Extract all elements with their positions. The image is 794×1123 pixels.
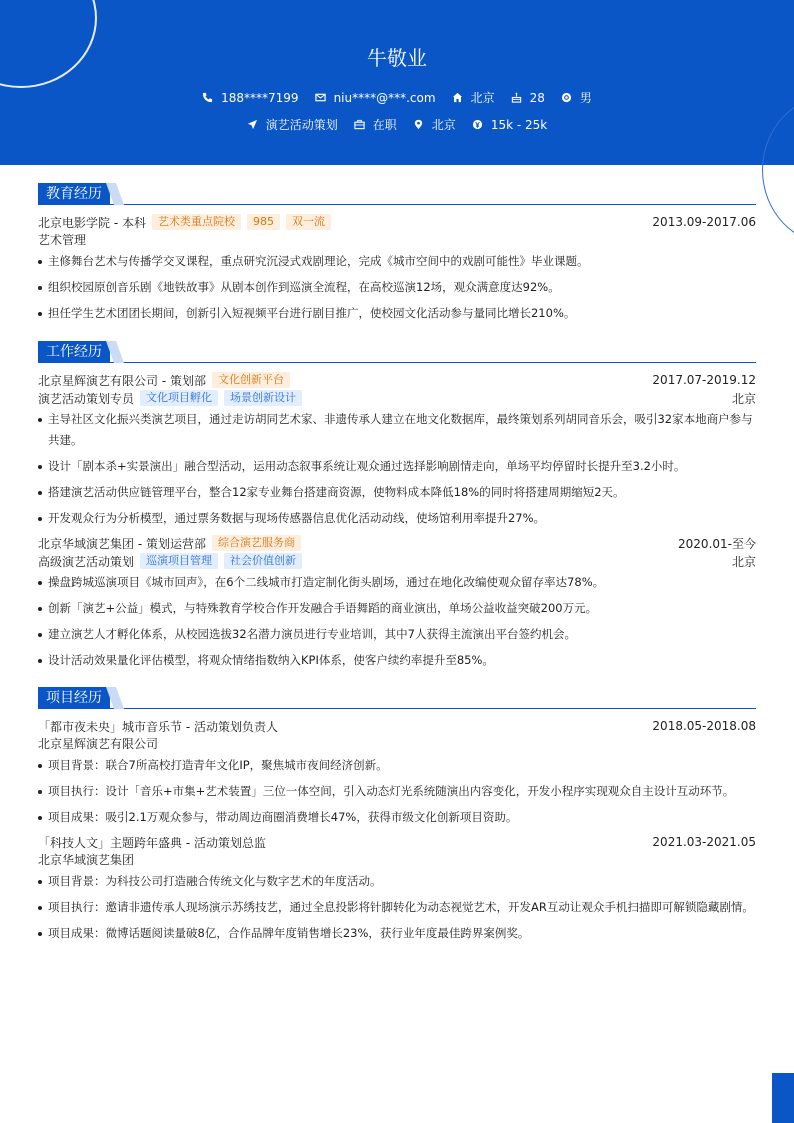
contact-row [0,89,794,106]
project-org: 北京华域演艺集团 [38,853,135,867]
bullet-list [38,572,756,671]
projects-section [38,687,756,949]
date-range: 2021.03-2021.05 [652,835,756,849]
section-title: 项目经历 [38,687,110,709]
bullet-list [38,409,756,529]
school-tag: 艺术类重点院校 [152,214,241,230]
project-entry [38,717,756,828]
bullet-item: 操盘跨城巡演项目《城市回声》，在6个二线城市打造定制化街头剧场，通过在地化改编使观众留存率达78%。 [38,572,756,593]
date-range: 2017.07-2019.12 [652,373,756,387]
company-tag: 综合演艺服务商 [212,535,301,551]
employment-status-info: 在职 [354,116,397,133]
project-name: 「都市夜未央」城市音乐节 - 活动策划负责人 [38,719,278,734]
education-entry [38,213,756,324]
bullet-item: 主导社区文化振兴类演艺项目，通过走访胡同艺术家、非遗传承人建立在地文化数据库，最终策划系列胡同音乐会，吸引32家本地商户参与共建。 [38,409,756,451]
role-tag: 巡演项目管理 [140,553,218,569]
section-header [38,341,756,363]
project-entry [38,833,756,944]
company-name: 北京星辉演艺有限公司 - 策划部 [38,373,206,388]
bullet-item: 项目成果：吸引2.1万观众参与，带动周边商圈消费增长47%，获得市级文化创新项目资助。 [38,807,756,828]
work-entry [38,371,756,529]
mail-icon [315,92,326,103]
gender-info: 男 [561,89,592,106]
decorative-corner-block [772,1073,794,1123]
date-range: 2020.01-至今 [678,536,756,551]
bullet-item: 搭建演艺活动供应链管理平台，整合12家专业舞台搭建商资源，使物料成本降低18%的同时将搭建周期缩短2天。 [38,482,756,503]
bullet-item: 项目执行：邀请非遗传承人现场演示苏绣技艺，通过全息投影将针脚转化为动态视觉艺术，开发AR互动让观众手机扫描即可解锁隐藏剧情。 [38,897,756,918]
date-range: 2018.05-2018.08 [652,719,756,733]
bullet-item: 担任学生艺术团团长期间，创新引入短视频平台进行剧目推广，使校园文化活动参与量同比增长210%。 [38,303,756,324]
education-section [38,183,756,329]
role-tag: 场景创新设计 [224,390,302,406]
salary-icon [472,119,483,130]
phone-info: 188****7199 [202,91,298,105]
major: 艺术管理 [38,233,87,247]
home-icon [452,92,463,103]
project-name: 「科技人文」主题跨年盛典 - 活动策划总监 [38,835,266,850]
bullet-item: 开发观众行为分析模型，通过票务数据与现场传感器信息优化活动动线，使场馆利用率提升27%。 [38,508,756,529]
send-icon [247,119,258,130]
candidate-name: 牛敬业 [367,46,427,70]
bullet-list [38,871,756,944]
bullet-item: 设计「剧本杀+实景演出」融合型活动，运用动态叙事系统让观众通过选择影响剧情走向，单场平均停留时长提升至3.2小时。 [38,456,756,477]
bullet-item: 主修舞台艺术与传播学交叉课程，重点研究沉浸式戏剧理论，完成《城市空间中的戏剧可能性》毕业课题。 [38,251,756,272]
role-tag: 社会价值创新 [224,553,302,569]
bullet-item: 项目背景：为科技公司打造融合传统文化与数字艺术的年度活动。 [38,871,756,892]
location-pin-icon [413,119,424,130]
phone-icon [202,92,213,103]
bullet-item: 项目执行：设计「音乐+市集+艺术装置」三位一体空间，引入动态灯光系统随演出内容变化，开发小程序实现观众自主设计互动环节。 [38,781,756,802]
school-tag: 双一流 [286,214,331,230]
school-tag: 985 [247,214,280,230]
age-info: 28 [511,91,545,105]
target-city-info: 北京 [413,116,456,133]
target-position-info: 演艺活动策划 [247,116,338,133]
bullet-item: 项目成果：微博话题阅读量破8亿，合作品牌年度销售增长23%，获行业年度最佳跨界案例奖。 [38,923,756,944]
cake-icon [511,92,522,103]
work-city: 北京 [731,554,756,569]
work-city: 北京 [731,391,756,406]
briefcase-icon [354,119,365,130]
section-title: 教育经历 [38,183,110,205]
job-role: 演艺活动策划专员 [38,391,135,406]
bullet-item: 项目背景：联合7所高校打造青年文化IP，聚焦城市夜间经济创新。 [38,755,756,776]
date-range: 2013.09-2017.06 [652,215,756,229]
work-entry [38,534,756,671]
email-info: niu****@***.com [315,91,436,105]
work-section [38,341,756,676]
role-tag: 文化项目孵化 [140,390,218,406]
section-title: 工作经历 [38,341,110,363]
bullet-item: 创新「演艺+公益」模式，与特殊教育学校合作开发融合手语舞蹈的商业演出，单场公益收益突破200万元。 [38,598,756,619]
bullet-item: 组织校园原创音乐剧《地铁故事》从剧本创作到巡演全流程，在高校巡演12场，观众满意度达92%。 [38,277,756,298]
job-intent-row [0,116,794,133]
bullet-item: 建立演艺人才孵化体系，从校园选拔32名潜力演员进行专业培训，其中7人获得主流演出平台签约机会。 [38,624,756,645]
school-name: 北京电影学院 - 本科 [38,215,146,230]
bullet-item: 设计活动效果量化评估模型，将观众情绪指数纳入KPI体系，使客户续约率提升至85%。 [38,650,756,671]
bullet-list [38,251,756,324]
section-header [38,183,756,205]
company-name: 北京华域演艺集团 - 策划运营部 [38,536,206,551]
section-header [38,687,756,709]
job-role: 高级演艺活动策划 [38,554,135,569]
company-tag: 文化创新平台 [212,372,290,388]
gender-icon [561,92,572,103]
expected-salary-info: 15k - 25k [472,118,547,132]
bullet-list [38,755,756,828]
project-org: 北京星辉演艺有限公司 [38,737,159,751]
resume-header [0,0,794,165]
hometown-info: 北京 [452,89,495,106]
